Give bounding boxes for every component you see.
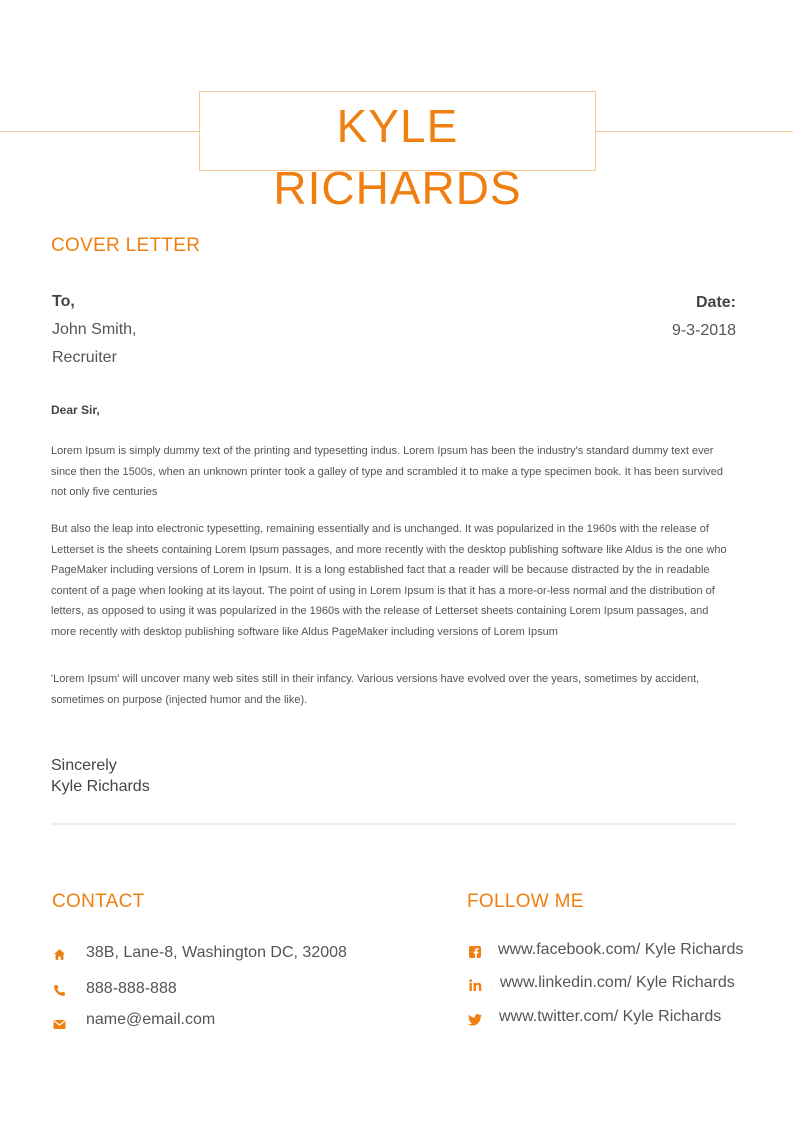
paragraph-1: Lorem Ipsum is simply dummy text of the printing and typesetting indus. Lorem Ipsum has been the industry's standard dummy text ever since then the 1500s, when an unknown printer took a galley of type and scrambled it to make a type specimen book. It has been survived not only five centuries xyxy=(51,445,724,498)
contact-email: name@email.com xyxy=(86,1011,216,1028)
facebook-icon[interactable] xyxy=(468,945,482,959)
follow-title: FOLLOW ME xyxy=(467,891,584,912)
name-last: RICHARDS xyxy=(273,162,522,214)
closing-text: Sincerely xyxy=(51,757,117,774)
contact-title: CONTACT xyxy=(52,891,145,912)
phone-icon xyxy=(52,983,66,997)
twitter-link[interactable]: www.twitter.com/ Kyle Richards xyxy=(499,1008,722,1025)
signature-name: Kyle Richards xyxy=(51,778,150,795)
name-banner xyxy=(199,91,596,214)
section-divider xyxy=(51,823,736,825)
header-rule-right xyxy=(596,131,793,132)
date-value: 9-3-2018 xyxy=(671,322,736,339)
twitter-icon[interactable] xyxy=(468,1013,482,1027)
paragraph-2: But also the leap into electronic typesetting, remaining essentially and is unchanged. It was popularized in the 1960s with the release of Letterset is the sheets containing Lorem Ipsum passages, and more recently with the desktop publishing software like Aldus is the one who PageMaker including versions of Lorem in Ipsum. It is a long established fact that a reader will be because distracted by the in readable content of a page when looking at its layout. The point of using in Lorem Ipsum is that it has a more-or-less normal and the distribution of letters, as opposed to using it was popularized in the 1960s with the release of Letterset sheets containing Lorem Ipsum passages, and more recently with desktop publishing software like Aldus PageMaker including versions of Lorem Ipsum xyxy=(51,523,727,638)
home-icon xyxy=(52,947,66,961)
salutation: Dear Sir, xyxy=(51,403,100,417)
recipient-title: Recruiter xyxy=(52,349,117,366)
contact-phone: 888-888-888 xyxy=(86,980,177,997)
recipient-name: John Smith, xyxy=(52,321,137,338)
header-rule-left xyxy=(0,131,199,132)
recipient-block xyxy=(52,288,136,372)
cover-letter-title: COVER LETTER xyxy=(51,235,201,256)
envelope-icon xyxy=(52,1017,66,1031)
name-first: KYLE xyxy=(336,100,459,152)
date-label: Date: xyxy=(695,294,736,311)
to-label: To, xyxy=(52,293,75,310)
linkedin-icon[interactable] xyxy=(468,978,482,992)
facebook-link[interactable]: www.facebook.com/ Kyle Richards xyxy=(498,941,744,958)
linkedin-link[interactable]: www.linkedin.com/ Kyle Richards xyxy=(500,974,735,991)
paragraph-3: 'Lorem Ipsum' will uncover many web sites still in their infancy. Various versions have evolved over the years, sometimes by accident, sometimes on purpose (injected humor and the like). xyxy=(51,673,700,706)
date-block xyxy=(672,289,736,345)
closing-block xyxy=(51,755,150,797)
contact-address: 38B, Lane-8, Washington DC, 32008 xyxy=(86,944,347,961)
